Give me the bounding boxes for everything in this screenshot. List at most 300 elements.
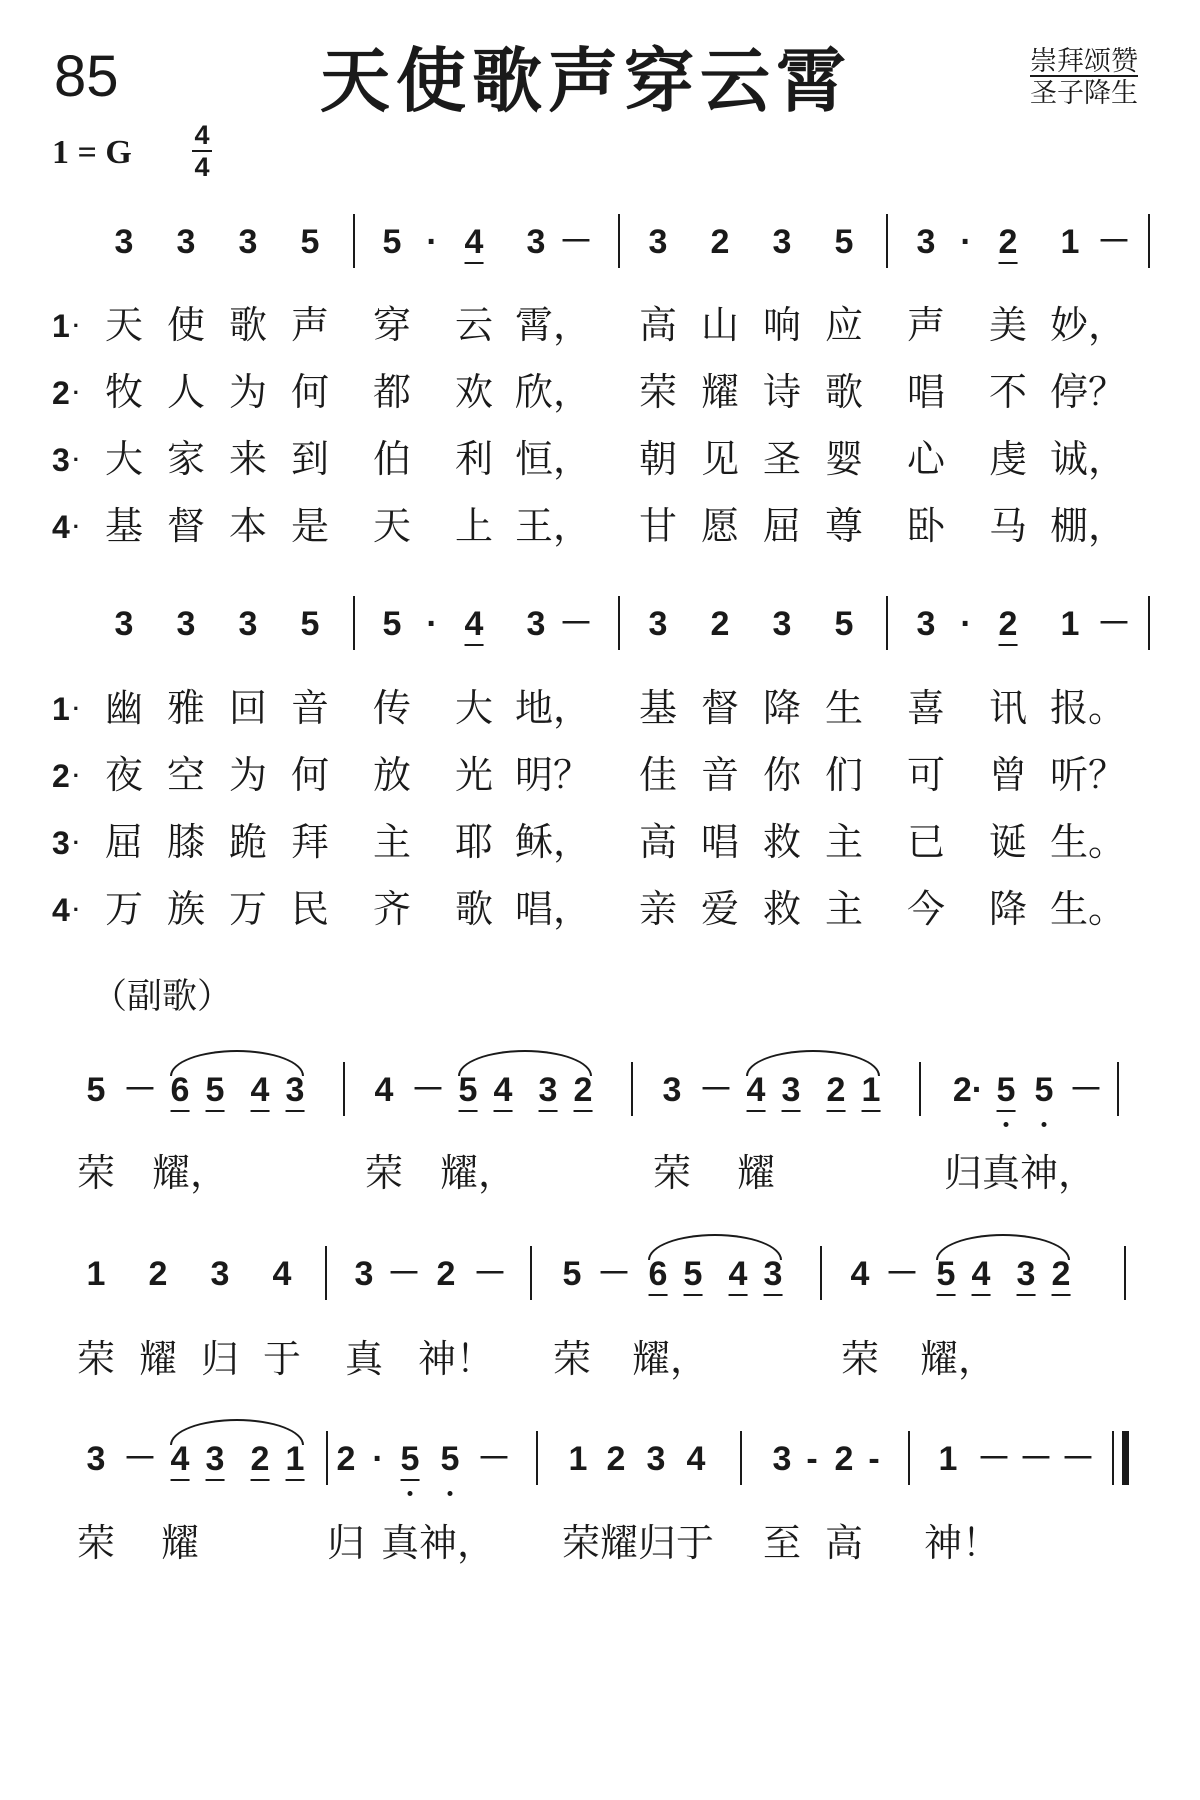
barline xyxy=(886,214,888,268)
verse-music-line-a xyxy=(0,210,1200,280)
barline xyxy=(908,1431,910,1485)
note: 3 xyxy=(772,1440,792,1478)
note: 2 xyxy=(574,1073,593,1112)
lyric: 光 xyxy=(454,753,494,797)
note: 5 xyxy=(401,1442,420,1481)
lyric: 是 xyxy=(290,504,330,548)
chorus-lyric-line-3 xyxy=(0,1518,1200,1568)
lyric: 救 xyxy=(762,887,802,931)
note: 4 xyxy=(729,1257,748,1296)
note: 1 xyxy=(86,1255,106,1293)
lyric: 响 xyxy=(762,303,802,347)
barline xyxy=(820,1246,822,1300)
lyric: 你 xyxy=(762,753,802,797)
verse-3-line-a xyxy=(0,434,1200,484)
chorus-lyric-line-1 xyxy=(0,1148,1200,1198)
verse-number: 2 · xyxy=(52,758,81,794)
note: 4 xyxy=(850,1255,870,1293)
lyric: 卧 xyxy=(906,504,946,548)
dash: － xyxy=(559,605,593,643)
lyric: 诗 xyxy=(762,370,802,414)
verse-number: 1 · xyxy=(52,691,81,727)
note: 3 xyxy=(238,605,258,643)
note: 5 xyxy=(86,1071,106,1109)
final-barline-thin xyxy=(1112,1431,1114,1485)
lyric: 幽 xyxy=(104,686,144,730)
barline xyxy=(343,1062,345,1116)
lyric: 归真神， xyxy=(943,1151,1097,1195)
lyric: 为 xyxy=(228,370,268,414)
lyric: 齐 xyxy=(372,887,412,931)
lyric: 云 xyxy=(454,303,494,347)
lyric: 们 xyxy=(824,753,864,797)
lyric: 大 xyxy=(454,686,494,730)
chorus-music-line-3 xyxy=(0,1427,1200,1497)
lyric: 主 xyxy=(824,820,864,864)
lyric: 声 xyxy=(906,303,946,347)
note: 1 xyxy=(286,1442,305,1481)
lyric: 应 xyxy=(824,303,864,347)
final-barline-thick xyxy=(1122,1431,1129,1485)
lyric: 马 xyxy=(988,504,1028,548)
note: 5 xyxy=(834,605,854,643)
lyric: 神！ xyxy=(923,1521,1001,1565)
lyric: 何 xyxy=(290,753,330,797)
note: 4 xyxy=(972,1257,991,1296)
lyric: 耀， xyxy=(631,1337,709,1381)
verse-1-line-b xyxy=(0,683,1200,733)
lyric: 虔 xyxy=(988,437,1028,481)
barline xyxy=(536,1431,538,1485)
lyric: 到 xyxy=(290,437,330,481)
note: 5 xyxy=(459,1073,478,1112)
lyric: 心 xyxy=(906,437,946,481)
lyric: 传 xyxy=(372,686,412,730)
note: 5 xyxy=(300,223,320,261)
note: 2 xyxy=(827,1073,846,1112)
lyric: 家 xyxy=(166,437,206,481)
lyric: 愿 xyxy=(700,504,740,548)
dash: － xyxy=(1097,605,1131,643)
note: 1 xyxy=(1060,223,1080,261)
lyric: 放 xyxy=(372,753,412,797)
note: 3 xyxy=(206,1442,225,1481)
verse-2-line-a xyxy=(0,367,1200,417)
lyric: 高 xyxy=(638,303,678,347)
note: 2· xyxy=(952,1071,984,1109)
lyric: 音 xyxy=(700,753,740,797)
barline xyxy=(353,214,355,268)
note: 5 xyxy=(997,1073,1016,1112)
time-top: 4 xyxy=(194,120,210,150)
note: 2 xyxy=(148,1255,168,1293)
lyric: 救 xyxy=(762,820,802,864)
lyric: 唱 xyxy=(700,820,740,864)
barline xyxy=(1117,1062,1119,1116)
lyric: 天 xyxy=(104,303,144,347)
lyric: 真神， xyxy=(380,1521,496,1565)
lyric: 利 xyxy=(454,437,494,481)
dash: － xyxy=(559,223,593,261)
lyric: 来 xyxy=(228,437,268,481)
lyric: 空 xyxy=(166,753,206,797)
barline xyxy=(886,596,888,650)
chorus-lyric-line-2 xyxy=(0,1334,1200,1384)
note: 3 xyxy=(114,223,134,261)
lyric: 天 xyxy=(372,504,412,548)
dash: － xyxy=(885,1255,919,1293)
hymn-title: 天使歌声穿云霄 xyxy=(320,40,852,122)
lyric: 何 xyxy=(290,370,330,414)
lyric: 拜 xyxy=(290,820,330,864)
barline xyxy=(919,1062,921,1116)
lyric: 上 xyxy=(454,504,494,548)
lyric: 美 xyxy=(988,303,1028,347)
barline xyxy=(1148,214,1150,268)
barline xyxy=(1148,596,1150,650)
note: 4 xyxy=(272,1255,292,1293)
note: 3 xyxy=(176,223,196,261)
chorus-music-line-1 xyxy=(0,1058,1200,1128)
verse-number: 4 · xyxy=(52,892,81,928)
lyric: 声 xyxy=(290,303,330,347)
lyric: 可 xyxy=(906,753,946,797)
note: 1 xyxy=(862,1073,881,1112)
barline xyxy=(353,596,355,650)
note: 3 xyxy=(772,605,792,643)
lyric: 于 xyxy=(262,1337,302,1381)
note: 3 xyxy=(648,605,668,643)
note: 2 xyxy=(436,1255,456,1293)
note: 2 xyxy=(251,1442,270,1481)
lyric: 为 xyxy=(228,753,268,797)
lyric: 恒， xyxy=(514,437,592,481)
lyric: 地， xyxy=(514,686,592,730)
low-octave-dot xyxy=(408,1491,413,1496)
note: 3 xyxy=(539,1073,558,1112)
lyric: 甘 xyxy=(638,504,678,548)
verse-4-line-a xyxy=(0,501,1200,551)
lyric: 神！ xyxy=(417,1337,495,1381)
lyric: 生 xyxy=(824,686,864,730)
note: 3 xyxy=(238,223,258,261)
lyric: 荣 xyxy=(76,1151,116,1195)
lyric: 听？ xyxy=(1049,753,1127,797)
note: 4 xyxy=(171,1442,190,1481)
lyric: 雅 xyxy=(166,686,206,730)
note: 4 xyxy=(465,225,484,264)
lyric: 爱 xyxy=(700,887,740,931)
dash: － xyxy=(699,1071,733,1109)
dash: － xyxy=(1061,1440,1095,1478)
verse-number: 4 · xyxy=(52,509,81,545)
lyric: 基 xyxy=(104,504,144,548)
lyric: 停？ xyxy=(1049,370,1127,414)
note: 4 xyxy=(374,1071,394,1109)
verse-4-line-b xyxy=(0,884,1200,934)
dot: · xyxy=(372,1440,384,1478)
lyric: 音 xyxy=(290,686,330,730)
key-signature: 1 = G xyxy=(52,134,132,171)
note: 5 xyxy=(1034,1071,1054,1109)
note: 3 xyxy=(210,1255,230,1293)
chorus-music-line-2 xyxy=(0,1242,1200,1312)
subcategory-label: 圣子降生 xyxy=(1030,78,1138,110)
lyric: 欣， xyxy=(514,370,592,414)
barline xyxy=(618,214,620,268)
verse-1-line-a xyxy=(0,300,1200,350)
lyric: 唱 xyxy=(906,370,946,414)
note: 4 xyxy=(686,1440,706,1478)
lyric: 今 xyxy=(906,887,946,931)
verse-number: 3 · xyxy=(52,825,81,861)
dash: － xyxy=(123,1071,157,1109)
lyric: 棚， xyxy=(1049,504,1127,548)
lyric: 生。 xyxy=(1049,820,1127,864)
low-octave-dot xyxy=(448,1491,453,1496)
note: 4 xyxy=(251,1073,270,1112)
lyric: 山 xyxy=(700,303,740,347)
note: 5 xyxy=(834,223,854,261)
lyric: 屈 xyxy=(104,820,144,864)
category-label: 崇拜颂赞 xyxy=(1030,46,1138,77)
note: 5 xyxy=(206,1073,225,1112)
lyric: 圣 xyxy=(762,437,802,481)
slur xyxy=(746,1050,880,1076)
lyric: 歌 xyxy=(824,370,864,414)
note: 3 xyxy=(114,605,134,643)
lyric: 王， xyxy=(514,504,592,548)
dash: － xyxy=(123,1440,157,1478)
dash: － xyxy=(1019,1440,1053,1478)
note: 5 xyxy=(382,223,402,261)
note: 3 xyxy=(1017,1257,1036,1296)
note: 5 xyxy=(562,1255,582,1293)
dash: - xyxy=(806,1440,818,1478)
lyric: 欢 xyxy=(454,370,494,414)
note: 5 xyxy=(382,605,402,643)
verse-number: 3 · xyxy=(52,442,81,478)
note: 3 xyxy=(354,1255,374,1293)
lyric: 荣 xyxy=(76,1521,116,1565)
dash: － xyxy=(597,1255,631,1293)
dash: － xyxy=(477,1440,511,1478)
lyric: 诞 xyxy=(988,820,1028,864)
note: 2 xyxy=(710,223,730,261)
note: 2 xyxy=(710,605,730,643)
lyric: 都 xyxy=(372,370,412,414)
note: 1 xyxy=(1060,605,1080,643)
barline xyxy=(325,1246,327,1300)
barline xyxy=(631,1062,633,1116)
note: 5 xyxy=(300,605,320,643)
lyric: 诚， xyxy=(1049,437,1127,481)
dash: － xyxy=(1097,223,1131,261)
note: 3 xyxy=(86,1440,106,1478)
lyric: 荣耀归于 xyxy=(561,1521,715,1565)
lyric: 妙， xyxy=(1049,303,1127,347)
note: 6 xyxy=(171,1073,190,1112)
time-signature xyxy=(192,122,212,180)
lyric: 主 xyxy=(372,820,412,864)
lyric: 主 xyxy=(824,887,864,931)
dash: － xyxy=(1069,1071,1103,1109)
slur xyxy=(458,1050,592,1076)
note: 2 xyxy=(999,225,1018,264)
note: 3 xyxy=(772,223,792,261)
lyric: 耀 xyxy=(160,1521,200,1565)
lyric: 明？ xyxy=(514,753,592,797)
note: 1 xyxy=(568,1440,588,1478)
lyric: 荣 xyxy=(840,1337,880,1381)
dash: － xyxy=(977,1440,1011,1478)
note: 2 xyxy=(336,1440,356,1478)
barline xyxy=(740,1431,742,1485)
dot: · xyxy=(426,605,438,643)
lyric: 唱， xyxy=(514,887,592,931)
low-octave-dot xyxy=(1004,1122,1009,1127)
lyric: 高 xyxy=(638,820,678,864)
note: 4 xyxy=(494,1073,513,1112)
lyric: 牧 xyxy=(104,370,144,414)
verse-2-line-b xyxy=(0,750,1200,800)
lyric: 屈 xyxy=(762,504,802,548)
verse-number: 2 · xyxy=(52,375,81,411)
dash: － xyxy=(411,1071,445,1109)
hymn-number: 85 xyxy=(54,44,119,109)
lyric: 真 xyxy=(344,1337,384,1381)
lyric: 万 xyxy=(104,887,144,931)
lyric: 荣 xyxy=(638,370,678,414)
lyric: 族 xyxy=(166,887,206,931)
verse-number: 1 · xyxy=(52,308,81,344)
lyric: 耀 xyxy=(736,1151,776,1195)
lyric: 回 xyxy=(228,686,268,730)
lyric: 稣， xyxy=(514,820,592,864)
lyric: 喜 xyxy=(906,686,946,730)
lyric: 万 xyxy=(228,887,268,931)
time-bottom: 4 xyxy=(194,152,210,182)
lyric: 耀 xyxy=(700,370,740,414)
lyric: 归 xyxy=(200,1337,240,1381)
lyric: 跪 xyxy=(228,820,268,864)
note: 3 xyxy=(526,605,546,643)
lyric: 降 xyxy=(762,686,802,730)
low-octave-dot xyxy=(1042,1122,1047,1127)
lyric: 讯 xyxy=(988,686,1028,730)
note: 5 xyxy=(684,1257,703,1296)
slur xyxy=(936,1234,1070,1260)
slur xyxy=(170,1419,304,1445)
note: 3 xyxy=(662,1071,682,1109)
dot: · xyxy=(960,605,972,643)
lyric: 已 xyxy=(906,820,946,864)
lyric: 佳 xyxy=(638,753,678,797)
dot: · xyxy=(960,223,972,261)
barline xyxy=(326,1431,328,1485)
dash: － xyxy=(473,1255,507,1293)
lyric: 使 xyxy=(166,303,206,347)
lyric: 降 xyxy=(988,887,1028,931)
lyric: 歌 xyxy=(228,303,268,347)
note: 2 xyxy=(606,1440,626,1478)
note: 2 xyxy=(1052,1257,1071,1296)
lyric: 穿 xyxy=(372,303,412,347)
note: 6 xyxy=(649,1257,668,1296)
lyric: 耀 xyxy=(138,1337,178,1381)
dash: - xyxy=(868,1440,880,1478)
dash: － xyxy=(387,1255,421,1293)
lyric: 人 xyxy=(166,370,206,414)
note: 3 xyxy=(916,605,936,643)
lyric: 耀， xyxy=(151,1151,229,1195)
note: 2 xyxy=(999,607,1018,646)
barline xyxy=(618,596,620,650)
note: 1 xyxy=(938,1440,958,1478)
lyric: 生。 xyxy=(1049,887,1127,931)
note: 3 xyxy=(646,1440,666,1478)
dot: · xyxy=(426,223,438,261)
note: 4 xyxy=(465,607,484,646)
lyric: 督 xyxy=(166,504,206,548)
lyric: 至 xyxy=(762,1521,802,1565)
lyric: 耶 xyxy=(454,820,494,864)
lyric: 伯 xyxy=(372,437,412,481)
note: 5 xyxy=(937,1257,956,1296)
note: 5 xyxy=(440,1440,460,1478)
lyric: 不 xyxy=(988,370,1028,414)
lyric: 荣 xyxy=(76,1337,116,1381)
lyric: 归 xyxy=(326,1521,366,1565)
lyric: 荣 xyxy=(552,1337,592,1381)
note: 3 xyxy=(286,1073,305,1112)
lyric: 曾 xyxy=(988,753,1028,797)
slur xyxy=(648,1234,782,1260)
lyric: 高 xyxy=(824,1521,864,1565)
lyric: 本 xyxy=(228,504,268,548)
note: 3 xyxy=(764,1257,783,1296)
lyric: 荣 xyxy=(364,1151,404,1195)
hymn-category xyxy=(1030,46,1138,111)
lyric: 耀， xyxy=(919,1337,997,1381)
lyric: 督 xyxy=(700,686,740,730)
note: 3 xyxy=(648,223,668,261)
lyric: 亲 xyxy=(638,887,678,931)
lyric: 夜 xyxy=(104,753,144,797)
lyric: 霄， xyxy=(514,303,592,347)
lyric: 尊 xyxy=(824,504,864,548)
note: 3 xyxy=(916,223,936,261)
chorus-label: （副歌） xyxy=(92,977,233,1017)
note: 4 xyxy=(747,1073,766,1112)
lyric: 见 xyxy=(700,437,740,481)
barline xyxy=(530,1246,532,1300)
verse-3-line-b xyxy=(0,817,1200,867)
lyric: 婴 xyxy=(824,437,864,481)
note: 3 xyxy=(176,605,196,643)
verse-music-line-b xyxy=(0,592,1200,662)
lyric: 歌 xyxy=(454,887,494,931)
slur xyxy=(170,1050,304,1076)
lyric: 基 xyxy=(638,686,678,730)
lyric: 报。 xyxy=(1049,686,1127,730)
lyric: 民 xyxy=(290,887,330,931)
note: 2 xyxy=(834,1440,854,1478)
note: 3 xyxy=(782,1073,801,1112)
barline xyxy=(1124,1246,1126,1300)
lyric: 荣 xyxy=(652,1151,692,1195)
lyric: 朝 xyxy=(638,437,678,481)
